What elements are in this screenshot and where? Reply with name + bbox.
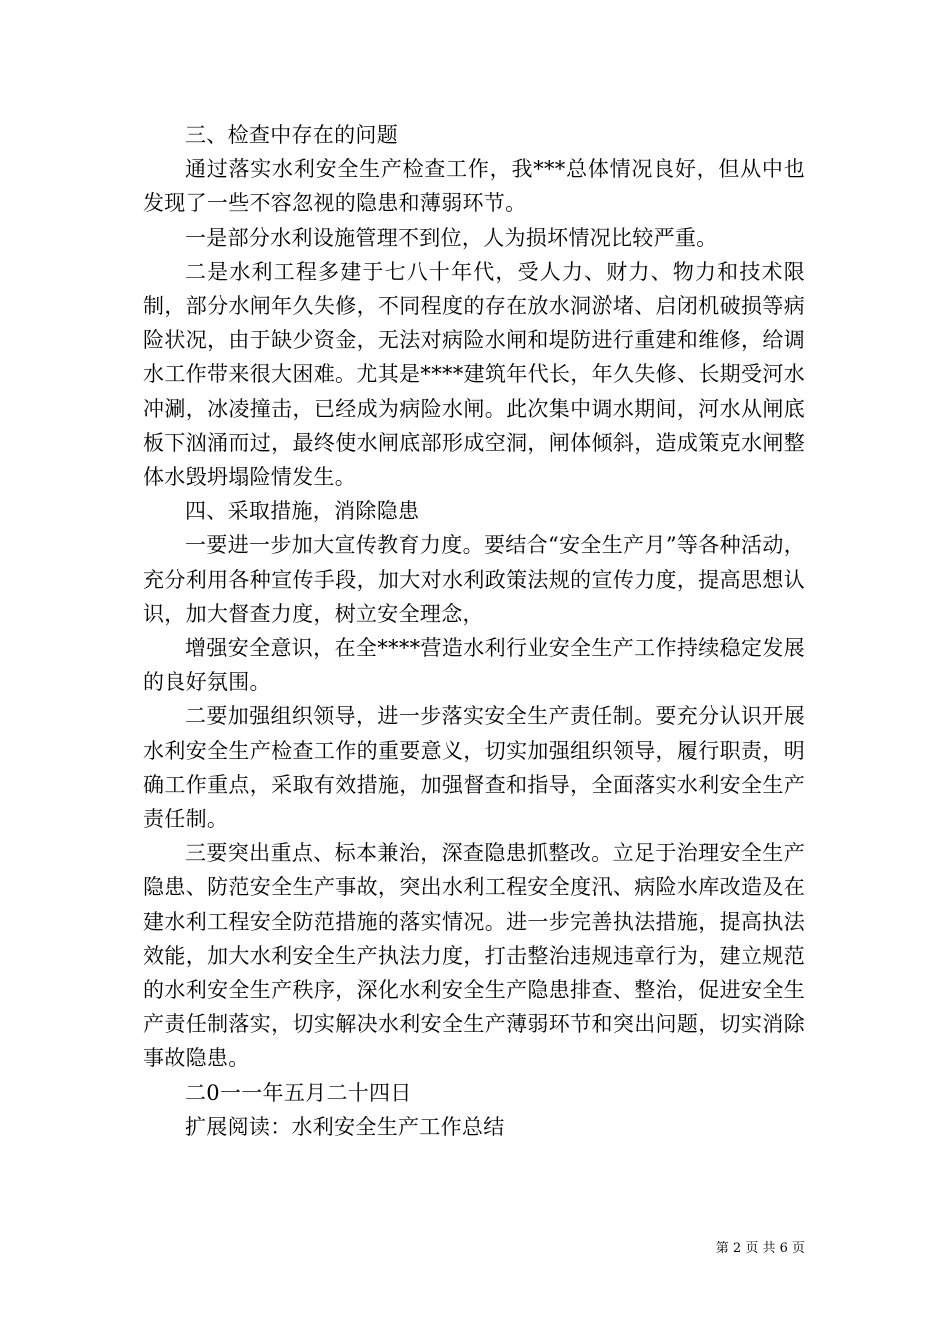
paragraph: 增强安全意识，在全****营造水利行业安全生产工作持续稳定发展的良好氛围。: [143, 636, 805, 695]
document-body: [143, 118, 805, 1144]
paragraph: 通过落实水利安全生产检查工作，我***总体情况良好，但从中也发现了一些不容忽视的隐患和薄弱环节。: [143, 157, 805, 216]
section-heading-4: 四、采取措施，消除隐患: [185, 499, 420, 524]
paragraph: 三要突出重点、标本兼治，深查隐患抓整改。立足于治理安全生产隐患、防范安全生产事故，突出水利工程安全度汛、病险水库改造及在建水利工程安全防范措施的落实情况。进一步完善执法措施，提高执法效能，加大水利安全生产执法力度，打击整治违规违章行为，建立规范的水利安全生产秩序，深化水利安全生产隐患排查、整治，促进安全生产责任制落实，切实解决水利安全生产薄弱环节和突出问题，切实消除事故隐患。: [143, 841, 805, 1071]
paragraph: 二要加强组织领导，进一步落实安全生产责任制。要充分认识开展水利安全生产检查工作的重要意义，切实加强组织领导，履行职责，明确工作重点，采取有效措施，加强督查和指导，全面落实水利安全生产责任制。: [143, 704, 805, 832]
paragraph: 二是水利工程多建于七八十年代，受人力、财力、物力和技术限制，部分水闸年久失修，不同程度的存在放水洞淤堵、启闭机破损等病险状况，由于缺少资金，无法对病险水闸和堤防进行重建和维修，给调水工作带来很大困难。尤其是****建筑年代长，年久失修、长期受河水冲涮，冰凌撞击，已经成为病险水闸。此次集中调水期间，河水从闸底板下汹涌而过，最终使水闸底部形成空洞，闸体倾斜，造成策克水闸整体水毁坍塌险情发生。: [143, 259, 805, 490]
page-number: 第 2 页 共 6 页: [715, 1241, 805, 1256]
extended-reading-link: 扩展阅读：水利安全生产工作总结: [185, 1114, 505, 1139]
section-heading-3: 三、检查中存在的问题: [185, 123, 398, 147]
paragraph: 一要进一步加大宣传教育力度。要结合“安全生产月”等各种活动，充分利用各种宣传手段，加大对水利政策法规的宣传力度，提高思想认识，加大督查力度，树立安全理念，: [143, 533, 805, 626]
paragraph: 一是部分水利设施管理不到位，人为损坏情况比较严重。: [185, 225, 718, 250]
date-line: 二0一一年五月二十四日: [185, 1080, 412, 1105]
